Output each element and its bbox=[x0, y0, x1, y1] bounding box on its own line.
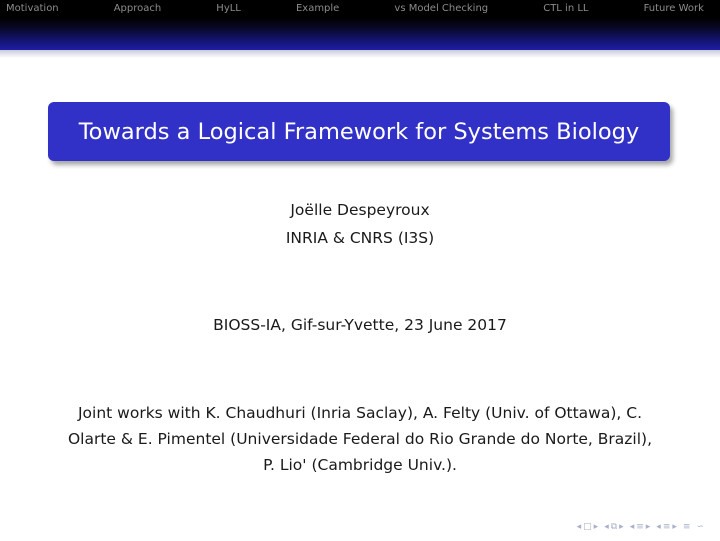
author-name: Joëlle Despeyroux bbox=[290, 201, 430, 219]
header-band bbox=[0, 18, 720, 50]
slide-outline-icon[interactable]: ≡ bbox=[682, 522, 691, 532]
joint-works-text: Joint works with K. Chaudhuri (Inria Saclay), A. Felty (Univ. of Ottawa), C. Olarte & E. Pimentel (Universidade Federal do Rio Grande do Norte, Brazil), P. Lio' (Cambridge Univ.). bbox=[67, 404, 653, 474]
nav-item-future-work[interactable]: Future Work bbox=[643, 3, 704, 14]
section-icon: ≡ bbox=[636, 522, 644, 532]
subsection-prev-icon[interactable]: ◂ bbox=[604, 522, 609, 532]
frame-nav-group bbox=[577, 521, 599, 533]
frame-next-icon[interactable]: ▸ bbox=[593, 522, 599, 532]
frame-icon: □ bbox=[583, 522, 592, 532]
frame-prev-icon[interactable]: ◂ bbox=[576, 522, 582, 532]
subsection-next-icon[interactable]: ▸ bbox=[619, 522, 624, 532]
search-icon[interactable]: ∽ bbox=[696, 522, 704, 532]
header-band-shadow bbox=[0, 50, 720, 58]
section-next-icon[interactable]: ▸ bbox=[645, 522, 651, 532]
section-navbar bbox=[0, 0, 720, 18]
title-box bbox=[48, 102, 670, 161]
appendix-next-icon[interactable]: ▸ bbox=[672, 522, 677, 532]
appendix-prev-icon[interactable]: ◂ bbox=[656, 522, 661, 532]
slide-title: Towards a Logical Framework for Systems Biology bbox=[78, 118, 640, 145]
nav-item-approach[interactable]: Approach bbox=[113, 3, 162, 14]
nav-item-ctl-in-ll[interactable]: CTL in LL bbox=[543, 3, 589, 14]
nav-item-vs-model-checking[interactable]: vs Model Checking bbox=[394, 3, 489, 14]
section-nav-group bbox=[630, 521, 651, 533]
nav-item-example[interactable]: Example bbox=[295, 3, 340, 14]
subsection-nav-group bbox=[604, 521, 624, 533]
author-affiliation: INRIA & CNRS (I3S) bbox=[285, 229, 435, 247]
beamer-navigation-symbols bbox=[577, 521, 704, 533]
appendix-icon: ≡ bbox=[662, 522, 671, 532]
nav-item-motivation[interactable]: Motivation bbox=[6, 3, 59, 14]
appendix-nav-group bbox=[656, 521, 677, 533]
nav-item-hyll[interactable]: HyLL bbox=[216, 3, 241, 14]
section-prev-icon[interactable]: ◂ bbox=[629, 522, 635, 532]
event-info: BIOSS-IA, Gif-sur-Yvette, 23 June 2017 bbox=[213, 316, 507, 334]
subsection-icon: ⧉ bbox=[610, 522, 618, 532]
